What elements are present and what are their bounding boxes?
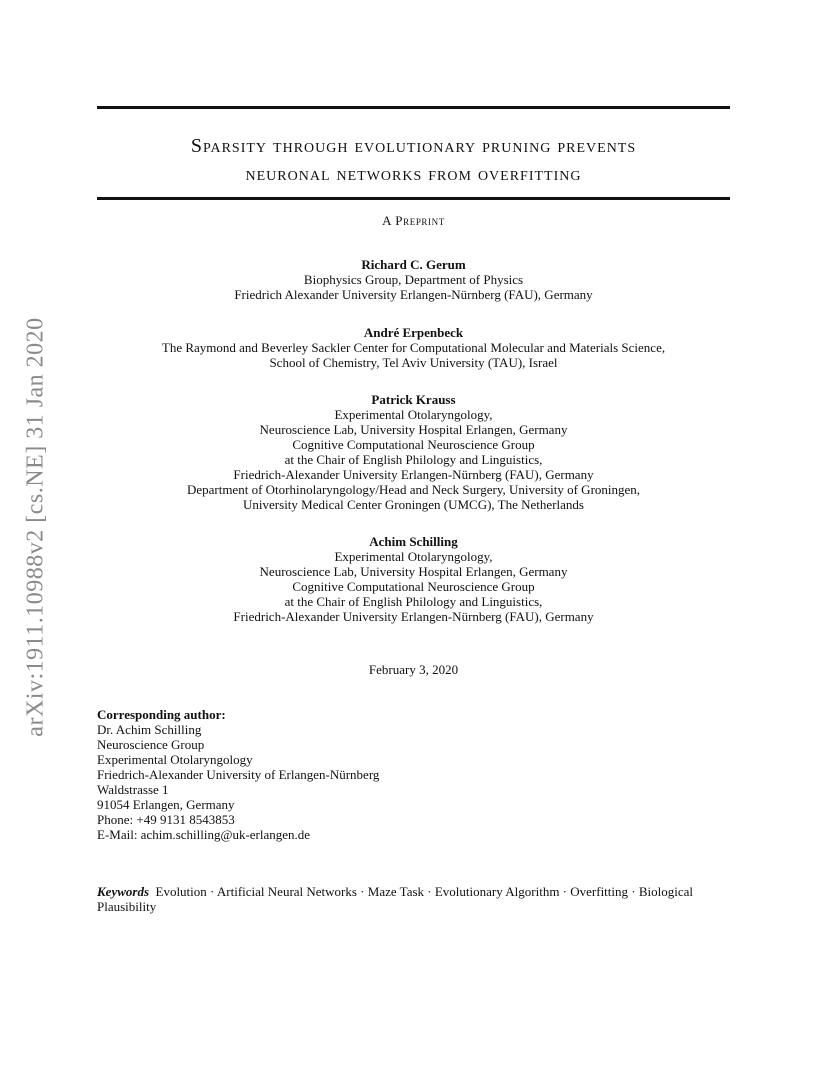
contact-line: Experimental Otolaryngology xyxy=(97,752,253,767)
contact-line: Dr. Achim Schilling xyxy=(97,722,202,737)
affiliation-line: Biophysics Group, Department of Physics xyxy=(303,272,524,287)
affiliation-line: at the Chair of English Philology and Linguistics, xyxy=(284,594,543,609)
author-block-schilling xyxy=(97,534,730,624)
publication-date: February 3, 2020 xyxy=(368,662,459,677)
contact-line: 91054 Erlangen, Germany xyxy=(97,797,235,812)
affiliation-line: The Raymond and Beverley Sackler Center for Computational Molecular and Materials Science, xyxy=(161,340,666,355)
author-block-erpenbeck xyxy=(97,325,730,370)
paper-title xyxy=(97,132,730,188)
affiliation-line: Cognitive Computational Neuroscience Group xyxy=(292,437,535,452)
arxiv-identifier-stamp: arXiv:1911.10988v2 [cs.NE] 31 Jan 2020 xyxy=(22,317,49,737)
affiliation-line: University Medical Center Groningen (UMCG), The Netherlands xyxy=(243,497,584,512)
affiliation-line: Friedrich-Alexander University Erlangen-Nürnberg (FAU), Germany xyxy=(233,609,594,624)
title-line-2: neuronal networks from overfitting xyxy=(245,163,582,185)
contact-line: Waldstrasse 1 xyxy=(97,782,169,797)
corresponding-heading: Corresponding author: xyxy=(97,707,226,722)
affiliation-line: Neuroscience Lab, University Hospital Erlangen, Germany xyxy=(259,422,568,437)
author-block-krauss xyxy=(97,392,730,512)
contact-line: Phone: +49 9131 8543853 xyxy=(97,812,235,827)
email-line: E-Mail: achim.schilling@uk-erlangen.de xyxy=(97,827,311,842)
affiliation-line: Experimental Otolaryngology, xyxy=(334,549,493,564)
affiliation-line: Neuroscience Lab, University Hospital Erlangen, Germany xyxy=(259,564,568,579)
author-block-gerum xyxy=(97,257,730,302)
author-name: Richard C. Gerum xyxy=(361,257,466,272)
contact-line: Neuroscience Group xyxy=(97,737,205,752)
contact-line: Friedrich-Alexander University of Erlangen-Nürnberg xyxy=(97,767,380,782)
affiliation-line: Department of Otorhinolaryngology/Head and Neck Surgery, University of Groningen, xyxy=(186,482,641,497)
affiliation-line: Cognitive Computational Neuroscience Group xyxy=(292,579,535,594)
affiliation-line: at the Chair of English Philology and Linguistics, xyxy=(284,452,543,467)
title-top-rule xyxy=(97,106,730,109)
affiliation-line: School of Chemistry, Tel Aviv University (TAU), Israel xyxy=(269,355,558,370)
keywords-block xyxy=(97,884,730,914)
affiliation-line: Experimental Otolaryngology, xyxy=(334,407,493,422)
title-bottom-rule xyxy=(97,197,730,200)
affiliation-line: Friedrich Alexander University Erlangen-Nürnberg (FAU), Germany xyxy=(234,287,593,302)
author-name: Patrick Krauss xyxy=(371,392,456,407)
preprint-label: A Preprint xyxy=(382,213,445,228)
author-name: Achim Schilling xyxy=(369,534,458,549)
keywords-text: Evolution · Artificial Neural Networks · Maze Task · Evolutionary Algorithm · Overfitting · Biological Plausibility xyxy=(97,884,694,914)
affiliation-line: Friedrich-Alexander University Erlangen-Nürnberg (FAU), Germany xyxy=(233,467,594,482)
title-line-1: Sparsity through evolutionary pruning prevents xyxy=(190,135,637,157)
corresponding-author-block xyxy=(97,707,379,842)
keywords-label: Keywords xyxy=(97,884,149,899)
author-name: André Erpenbeck xyxy=(363,325,464,340)
